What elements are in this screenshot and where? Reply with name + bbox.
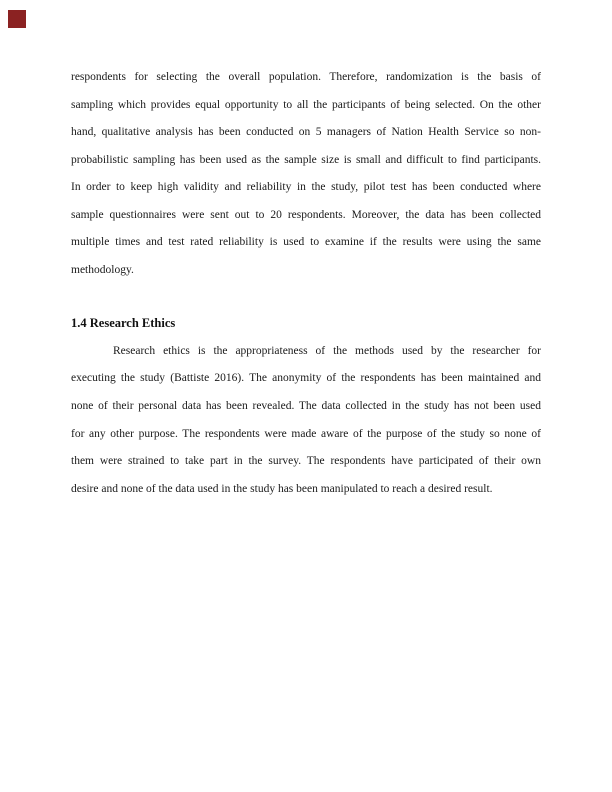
body-line: In order to keep high validity and reliability in the study, pilot test has been conducted where [71, 181, 541, 194]
body-line: none of their personal data has been revealed. The data collected in the study has not been used [71, 400, 541, 413]
body-line: methodology. [71, 263, 134, 276]
body-line: probabilistic sampling has been used as the sample size is small and difficult to find participants. [71, 153, 541, 166]
brand-square-icon [8, 10, 26, 28]
body-line: sampling which provides equal opportunity to all the participants of being selected. On the other [71, 98, 541, 111]
body-line: Research ethics is the appropriateness of the methods used by the researcher for [113, 344, 541, 357]
page-content [71, 64, 541, 503]
body-line: for any other purpose. The respondents were made aware of the purpose of the study so none of [71, 427, 541, 440]
body-line: hand, qualitative analysis has been conducted on 5 managers of Nation Health Service so non- [71, 126, 541, 139]
body-line: them were strained to take part in the survey. The respondents have participated of their own [71, 455, 541, 468]
body-line: executing the study (Battiste 2016). The anonymity of the respondents has been maintained and [71, 372, 541, 385]
body-line: sample questionnaires were sent out to 20 respondents. Moreover, the data has been collected [71, 208, 541, 221]
body-line: multiple times and test rated reliability is used to examine if the results were using the same [71, 236, 541, 249]
body-line: respondents for selecting the overall population. Therefore, randomization is the basis of [71, 71, 541, 83]
body-line: desire and none of the data used in the study has been manipulated to reach a desired result. [71, 482, 493, 495]
section-heading: 1.4 Research Ethics [71, 316, 176, 331]
